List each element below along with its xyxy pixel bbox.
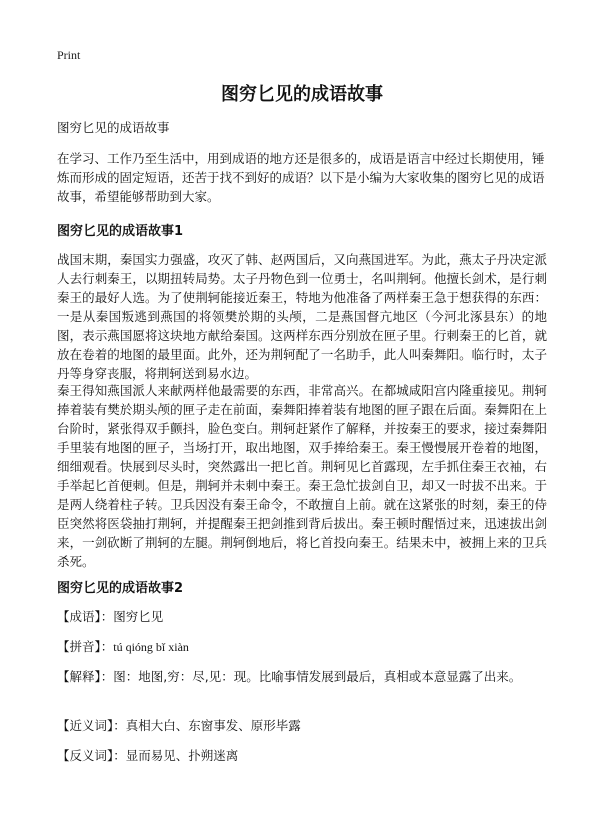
- subtitle: 图穷匕见的成语故事: [57, 120, 170, 135]
- pinyin-label: 【拼音】：: [57, 639, 114, 654]
- explain-value: 图：地图,穷：尽,见：现。比喻事情发展到最后，真相或本意显露了出来。: [113, 669, 522, 684]
- idiom-row: [57, 607, 547, 626]
- antonym-row: [57, 746, 547, 765]
- synonym-label: 【近义词】：: [57, 718, 126, 733]
- pinyin-value: tú qióng bǐ xiàn: [113, 640, 189, 654]
- idiom-label: 【成语】：: [57, 609, 114, 624]
- pinyin-row: [57, 637, 547, 657]
- intro-paragraph: 在学习、工作乃至生活中，用到成语的地方还是很多的，成语是语言中经过长期使用，锤炼而形成的固定短语，还苦于找不到好的成语？以下是小编为大家收集的图穷匕见的成语故事，希望能够帮助到大家。: [57, 151, 545, 204]
- explain-label: 【解释】：: [57, 669, 114, 684]
- synonym-value: 真相大白、东窗事发、原形毕露: [125, 718, 301, 733]
- idiom-value: 图穷匕见: [113, 609, 164, 624]
- synonym-row: [57, 716, 547, 735]
- story2-heading: 图穷匕见的成语故事2: [57, 581, 184, 596]
- antonym-value: 显而易见、扑朔迷离: [125, 748, 239, 763]
- explain-row: [57, 667, 547, 686]
- page-title: 图穷匕见的成语故事: [221, 84, 383, 105]
- antonym-label: 【反义词】：: [57, 748, 126, 763]
- story1-paragraph-1: 战国末期，秦国实力强盛，攻灭了韩、赵两国后，又向燕国进军。为此，燕太子丹决定派人去行刺秦王，以期扭转局势。太子丹物色到一位勇士，名叫荆轲。他擅长剑术，是行刺秦王的最好人选。为了使荆轲能接近秦王，特地为他准备了两样秦王急于想获得的东西：一是从秦国叛逃到燕国的将领樊於期的头颅，二是燕国督亢地区（今河北涿县东）的地图，表示燕国愿将这块地方献给秦国。这两样东西分别放在匣子里。行刺秦王的匕首，就放在卷着的地图的最里面。此外，还为荆轲配了一名助手，此人叫秦舞阳。临行时，太子丹等身穿丧服，将荆轲送到易水边。: [57, 252, 547, 381]
- story1-paragraph-2: 秦王得知燕国派人来献两样他最需要的东西，非常高兴。在都城咸阳宫内隆重接见。荆轲捧着装有樊於期头颅的匣子走在前面，秦舞阳捧着装有地图的匣子跟在后面。秦舞阳在上台阶时，紧张得双手颤抖，脸色变白。荆轲赶紧作了解释，并按秦王的要求，接过秦舞阳手里装有地图的匣子，当场打开，取出地图，双手捧给秦王。秦王慢慢展开卷着的地图，细细观看。快展到尽头时，突然露出一把匕首。荆轲见匕首露现，左手抓住秦王衣袖，右手举起匕首便刺。但是，荆轲并未刺中秦王。秦王急忙拔剑自卫，却又一时拔不出来。于是两人绕着柱子转。卫兵因没有秦王命令，不敢擅自上前。就在这紧张的时刻，秦王的侍臣突然将医袋抽打荆轲，并提醒秦王把剑推到背后拔出。秦王顿时醒悟过来，迅速拔出剑来，一剑砍断了荆轲的左腿。荆轲倒地后，将匕首投向秦王。结果未中，被拥上来的卫兵杀死。: [57, 383, 547, 569]
- print-link[interactable]: Print: [57, 48, 81, 62]
- story1-heading: 图穷匕见的成语故事1: [57, 224, 184, 239]
